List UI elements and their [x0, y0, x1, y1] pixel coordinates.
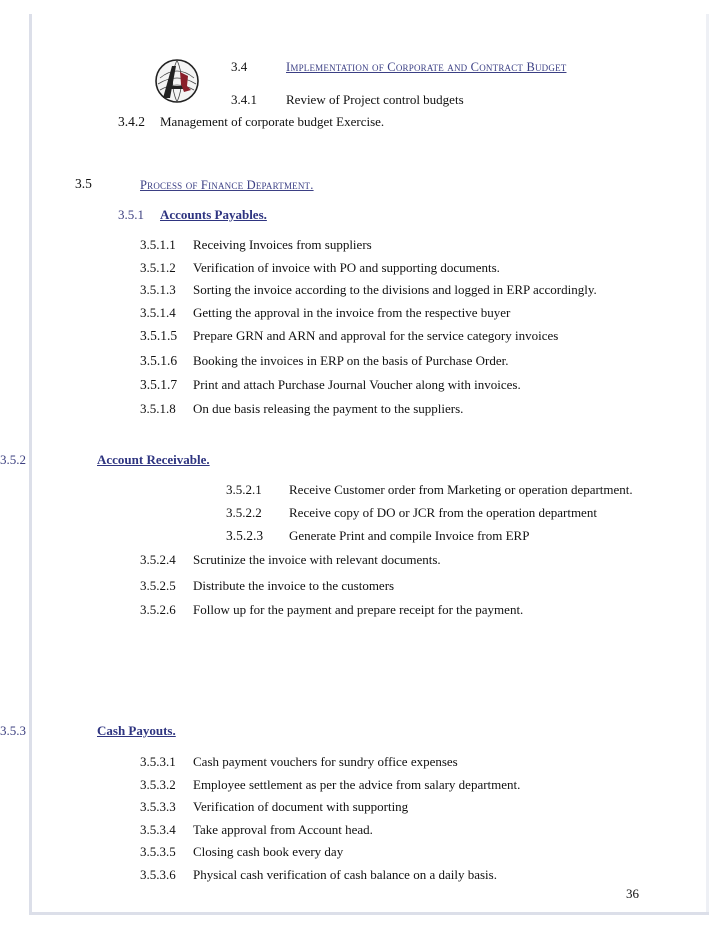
page-border-right [706, 14, 709, 914]
list-item: Follow up for the payment and prepare receipt for the payment. [193, 602, 524, 617]
list-item: Employee settlement as per the advice from salary department. [193, 777, 521, 792]
list-item: Receiving Invoices from suppliers [193, 237, 372, 252]
list-item: Verification of document with supporting [193, 799, 409, 814]
subsection-title: Accounts Payables. [160, 207, 267, 222]
list-item: On due basis releasing the payment to the suppliers. [193, 401, 464, 416]
subsection-number: 3.5.3 [0, 723, 26, 738]
subsection-number: 3.4.2 [118, 114, 145, 129]
list-item-number: 3.5.1.5 [140, 328, 178, 343]
subsection-number: 3.4.1 [231, 92, 257, 107]
company-logo-icon [154, 58, 200, 104]
list-item-number: 3.5.3.1 [140, 754, 176, 769]
list-item-number: 3.5.3.3 [140, 799, 176, 814]
list-item: Receive Customer order from Marketing or operation department. [289, 482, 633, 497]
list-item: Receive copy of DO or JCR from the operation department [289, 505, 597, 520]
list-item-number: 3.5.2.1 [226, 482, 262, 497]
list-item: Physical cash verification of cash balance on a daily basis. [193, 867, 497, 882]
list-item-number: 3.5.1.8 [140, 401, 176, 416]
list-item-number: 3.5.2.4 [140, 552, 176, 567]
list-item-number: 3.5.2.5 [140, 578, 176, 593]
list-item: Sorting the invoice according to the divisions and logged in ERP accordingly. [193, 282, 597, 297]
list-item-number: 3.5.1.7 [140, 377, 178, 392]
list-item-number: 3.5.2.2 [226, 505, 262, 520]
section-title: Implementation of Corporate and Contract Budget [286, 60, 567, 74]
list-item-number: 3.5.1.4 [140, 305, 176, 320]
list-item-number: 3.5.3.4 [140, 822, 176, 837]
subsection-number: 3.5.2 [0, 452, 26, 467]
list-item-number: 3.5.3.6 [140, 867, 176, 882]
section-number: 3.5 [75, 176, 92, 191]
page-border-bottom [29, 912, 709, 915]
subsection-title: Account Receivable. [97, 452, 210, 467]
list-item: Generate Print and compile Invoice from ERP [289, 528, 530, 543]
list-item: Distribute the invoice to the customers [193, 578, 395, 593]
subsection-title: Cash Payouts. [97, 723, 176, 738]
page-border-left [29, 14, 32, 914]
list-item-number: 3.5.1.3 [140, 282, 176, 297]
list-item-number: 3.5.1.6 [140, 353, 178, 368]
subsection-number: 3.5.1 [118, 207, 144, 222]
list-item: Closing cash book every day [193, 844, 344, 859]
list-item: Scrutinize the invoice with relevant documents. [193, 552, 441, 567]
section-number: 3.4 [231, 59, 248, 74]
list-item: Verification of invoice with PO and supporting documents. [193, 260, 500, 275]
list-item-number: 3.5.3.2 [140, 777, 176, 792]
list-item-number: 3.5.1.2 [140, 260, 176, 275]
list-item: Getting the approval in the invoice from the respective buyer [193, 305, 511, 320]
list-item-number: 3.5.2.3 [226, 528, 264, 543]
list-item: Prepare GRN and ARN and approval for the service category invoices [193, 328, 559, 343]
subsection-text: Management of corporate budget Exercise. [160, 114, 385, 129]
list-item: Take approval from Account head. [193, 822, 373, 837]
list-item: Cash payment vouchers for sundry office expenses [193, 754, 458, 769]
list-item-number: 3.5.3.5 [140, 844, 176, 859]
list-item-number: 3.5.1.1 [140, 237, 176, 252]
list-item-number: 3.5.2.6 [140, 602, 176, 617]
list-item: Print and attach Purchase Journal Voucher along with invoices. [193, 377, 521, 392]
list-item: Booking the invoices in ERP on the basis of Purchase Order. [193, 353, 509, 368]
section-title: Process of Finance Department. [140, 178, 314, 192]
page-number: 36 [626, 886, 639, 901]
subsection-text: Review of Project control budgets [286, 92, 464, 107]
